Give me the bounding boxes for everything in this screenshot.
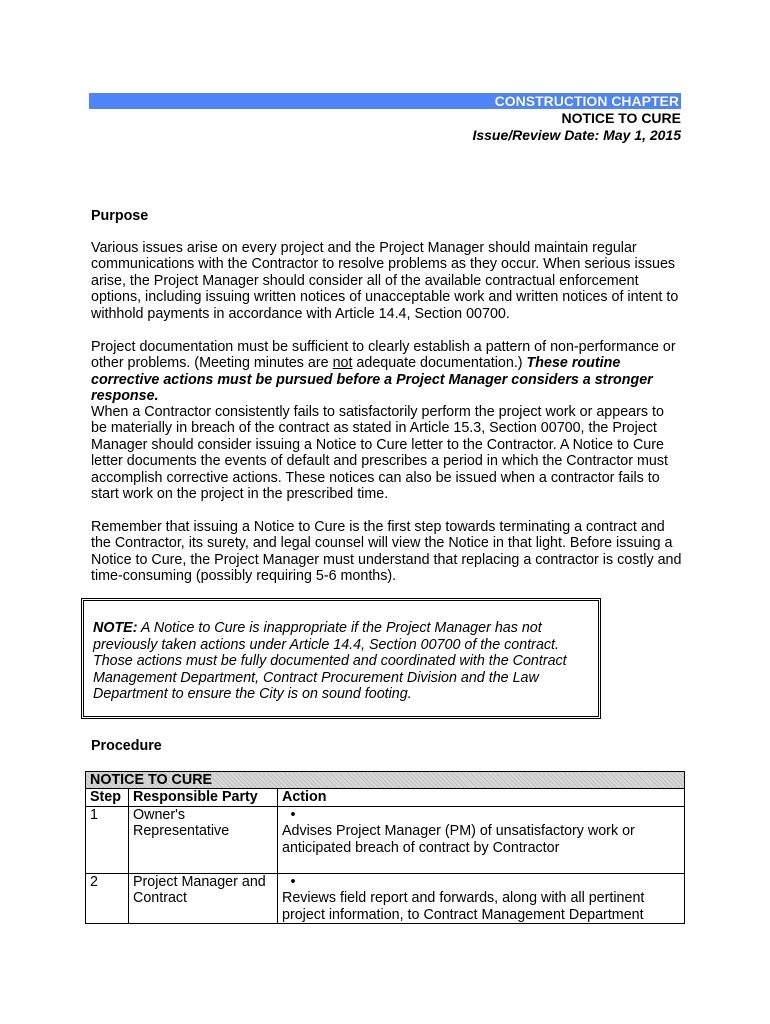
column-header-step: Step: [86, 789, 129, 806]
action-cell: [278, 873, 685, 923]
action-text: Reviews field report and forwards, along with all pertinent project information, to Contract Management Department: [282, 890, 645, 923]
table-title: NOTICE TO CURE: [86, 772, 685, 789]
chapter-banner: [89, 93, 681, 109]
note-label: NOTE:: [93, 620, 138, 636]
table-row: [86, 873, 685, 923]
note-box: [81, 598, 601, 719]
party-cell: Project Manager and Contract: [129, 873, 278, 923]
paragraph-text: Various issues arise on every project and the Project Manager should maintain regular communications with the Contractor to resolve problems as they occur. When serious issues arise, the Project Manager should consider all of the available contractual enforcement options, including issuing written notices of unacceptable work and written notices of intent to withhold payments in accordance with Article 14.4, Section 00700.: [91, 240, 679, 322]
review-date: Issue/Review Date: May 1, 2015: [472, 127, 681, 143]
table-title-row: [86, 772, 685, 789]
notice-title: NOTICE TO CURE: [561, 110, 681, 126]
table-header-row: [86, 789, 685, 806]
note-text-block: [93, 620, 592, 703]
paragraph-text: Remember that issuing a Notice to Cure is the first step towards terminating a contract and the Contractor, its surety, and legal counsel will view the Notice in that light. Before issuing a Notice to Cure, the Project Manager must understand that replacing a contractor is costly and time-consuming (possibly requiring 5-6 months).: [91, 519, 682, 585]
procedure-heading: Procedure: [91, 738, 162, 754]
purpose-paragraph-4: [91, 519, 683, 585]
paragraph-text: When a Contractor consistently fails to satisfactorily perform the project work or appears to be materially in breach of the contract as stated in Article 15.3, Section 00700, the Project Manager should consider issuing a Notice to Cure letter to the Contractor. A Notice to Cure letter documents the events of default and prescribes a period in which the Contractor must accomplish corrective actions. These notices can also be issued when a contractor fails to start work on the project in the prescribed time.: [91, 404, 668, 503]
step-cell: 2: [86, 873, 129, 923]
emphasis-text: These routine corrective actions must be pursued before a Project Manager considers a stronger response.: [91, 355, 653, 405]
purpose-paragraph-1: [91, 240, 683, 322]
column-header-party: Responsible Party: [129, 789, 278, 806]
purpose-paragraph-2: [91, 339, 683, 405]
purpose-heading: Purpose: [91, 208, 149, 224]
column-header-action: Action: [278, 789, 685, 806]
action-cell: [278, 806, 685, 873]
chapter-title: CONSTRUCTION CHAPTER: [494, 93, 679, 109]
bullet-icon: •: [290, 806, 296, 823]
paragraph-text: Project documentation must be sufficient to clearly establish a pattern of non-performance or other problems. (Meeting minutes are: [91, 339, 676, 372]
paragraph-text: adequate documentation.): [352, 355, 527, 372]
procedure-table: [85, 771, 685, 924]
step-cell: 1: [86, 806, 129, 873]
purpose-paragraph-3: [91, 404, 683, 502]
table-row: [86, 806, 685, 873]
note-text: A Notice to Cure is inappropriate if the Project Manager has not previously taken actions under Article 14.4, Section 00700 of the contract. Those actions must be fully documented and coordinated with the Contract Management Department, Contract Procurement Division and the Law Department to ensure the City is on sound footing.: [93, 620, 567, 703]
action-text: Advises Project Manager (PM) of unsatisfactory work or anticipated breach of contract by Contractor: [282, 823, 635, 856]
party-cell: Owner's Representative: [129, 806, 278, 873]
underlined-not: not: [332, 355, 353, 372]
bullet-icon: •: [290, 873, 296, 890]
